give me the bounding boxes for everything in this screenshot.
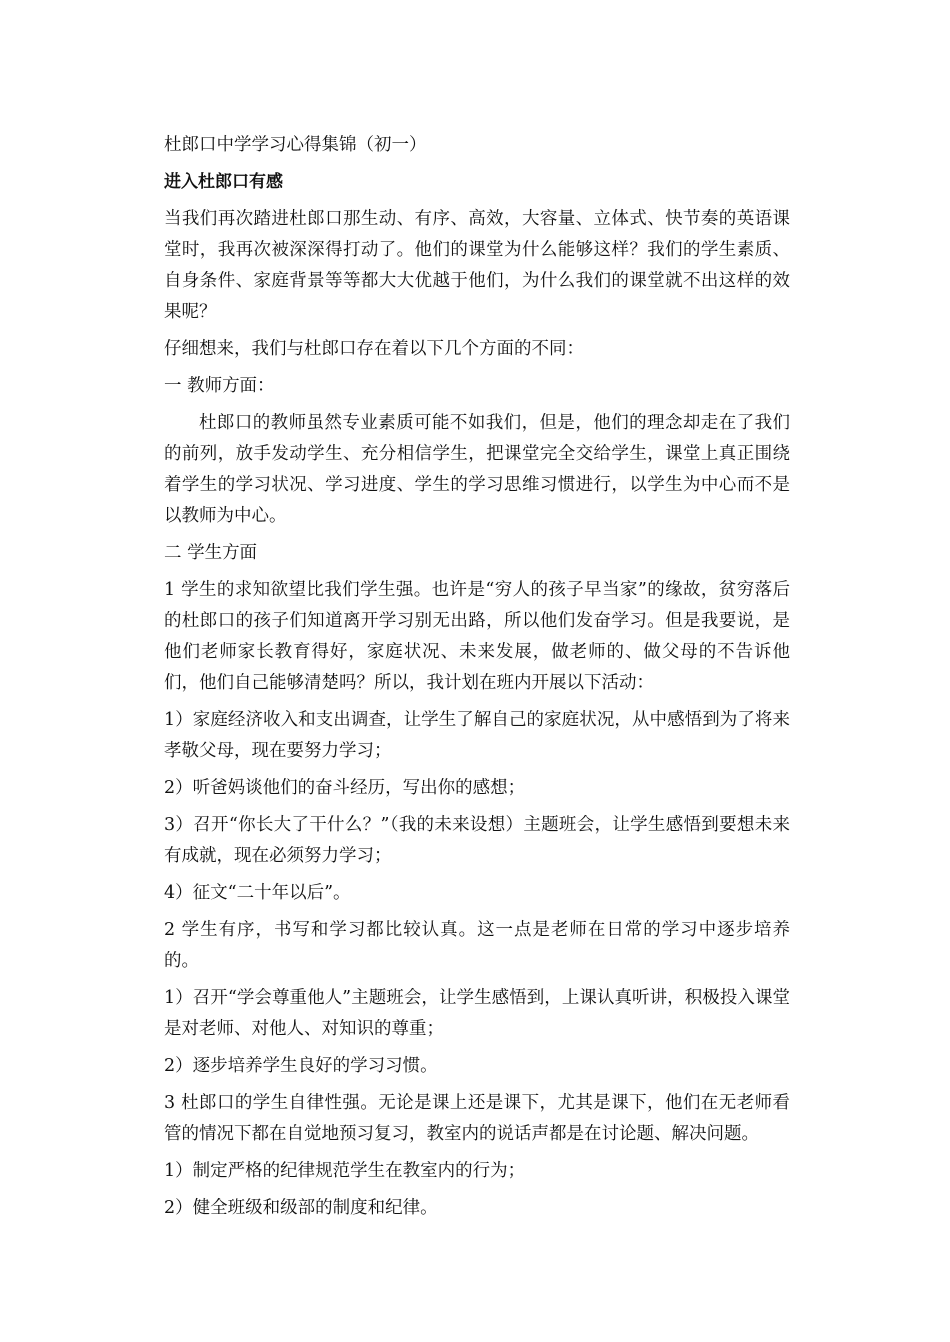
list-item: 4）征文“二十年以后”。 [164,883,351,903]
list-item: 2）听爸妈谈他们的奋斗经历，写出你的感想； [164,778,526,798]
paragraph-point-3: 3 杜郎口的学生自律性强。无论是课上还是课下，尤其是课下，他们在无老师看管的情况下都在自觉地预习复习，教室内的说话声都是在讨论题、解决问题。 [164,1093,790,1144]
document-body [164,130,790,1228]
list-item: 2）逐步培养学生良好的学习习惯。 [164,1056,438,1076]
list-item: 1）制定严格的纪律规范学生在教室内的行为； [164,1161,526,1181]
heading-teachers: 一 教师方面： [164,376,275,396]
document-title: 杜郎口中学学习心得集锦（初一） [164,135,427,155]
paragraph-point-1: 1 学生的求知欲望比我们学生强。也许是“穷人的孩子早当家”的缘故，贫穷落后的杜郎口的孩子们知道离开学习别无出路，所以他们发奋学习。但是我要说，是他们老师家长教育得好，家庭状况、未来发展，做老师的、做父母的不告诉他们，他们自己能够清楚吗？所以，我计划在班内开展以下活动： [164,580,790,693]
list-item: 2）健全班级和级部的制度和纪律。 [164,1198,438,1218]
section-title: 进入杜郎口有感 [164,172,283,192]
paragraph-point-2: 2 学生有序，书写和学习都比较认真。这一点是老师在日常的学习中逐步培养的。 [164,920,790,971]
list-item: 3）召开“你长大了干什么？”（我的未来设想）主题班会，让学生感悟到要想未来有成就，现在必须努力学习； [164,815,790,866]
list-item: 1）召开“学会尊重他人”主题班会，让学生感悟到，上课认真听讲，积极投入课堂是对老师、对他人、对知识的尊重； [164,988,790,1039]
paragraph-differences: 仔细想来，我们与杜郎口存在着以下几个方面的不同： [164,339,584,359]
paragraph-teachers: 杜郎口的教师虽然专业素质可能不如我们，但是，他们的理念却走在了我们的前列，放手发动学生、充分相信学生，把课堂完全交给学生，课堂上真正围绕着学生的学习状况、学习进度、学生的学习思维习惯进行，以学生为中心而不是以教师为中心。 [164,413,790,526]
paragraph-intro: 当我们再次踏进杜郎口那生动、有序、高效，大容量、立体式、快节奏的英语课堂时，我再次被深深得打动了。他们的课堂为什么能够这样？我们的学生素质、自身条件、家庭背景等等都大大优越于他们，为什么我们的课堂就不出这样的效果呢？ [164,209,790,322]
heading-students: 二 学生方面 [164,543,258,563]
list-item: 1）家庭经济收入和支出调查，让学生了解自己的家庭状况，从中感悟到为了将来孝敬父母，现在要努力学习； [164,710,790,761]
